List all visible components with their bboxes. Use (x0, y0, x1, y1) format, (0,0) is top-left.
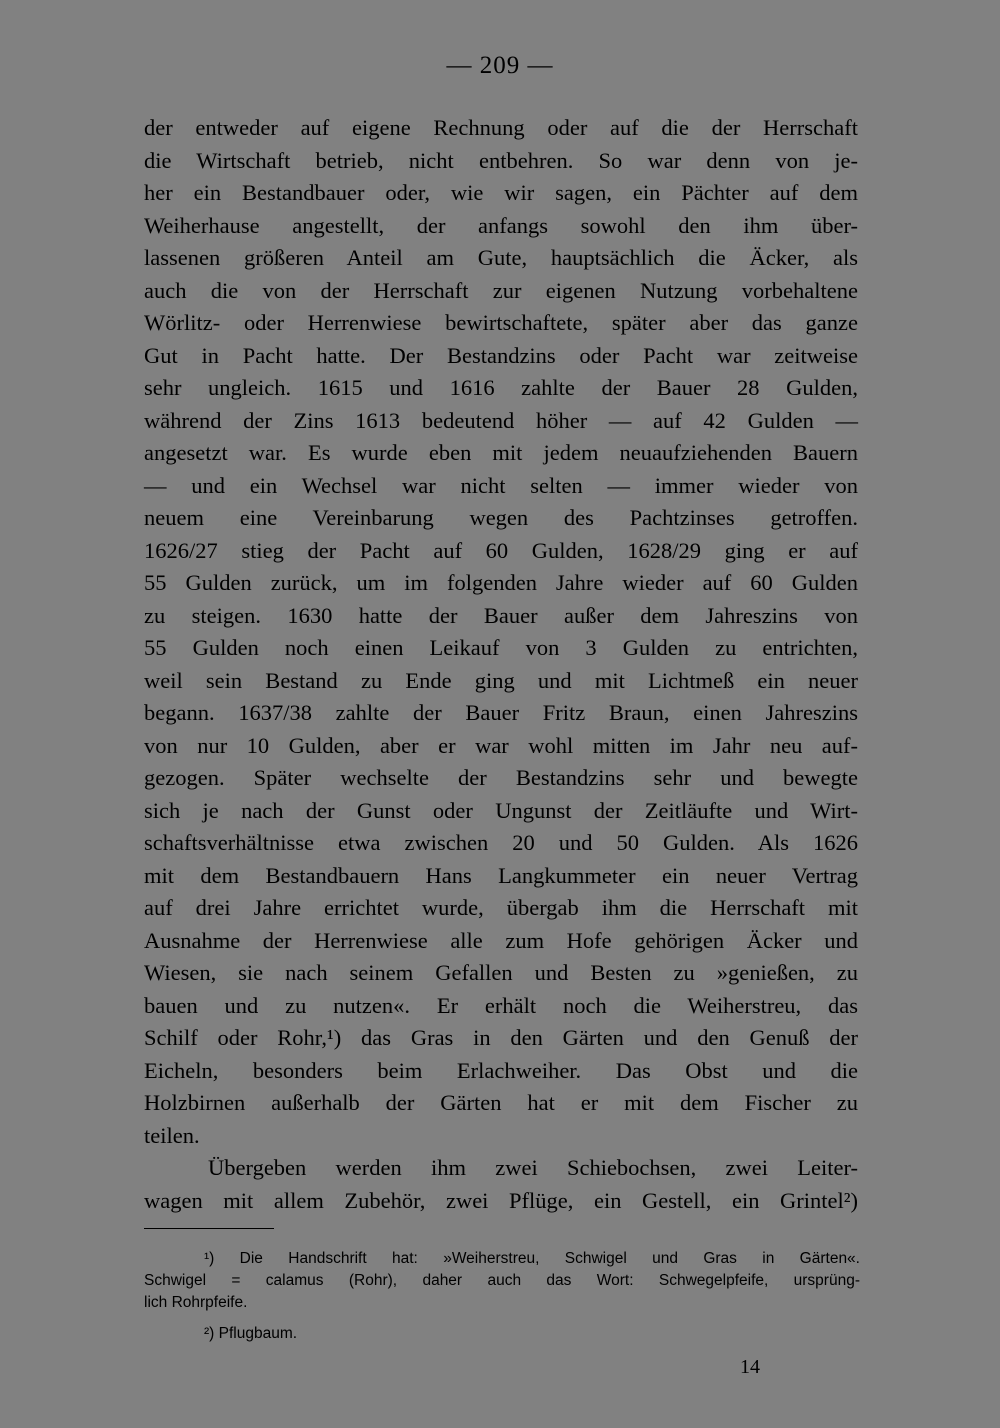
text-line: lassenen größeren Anteil am Gute, hauptsächlich die Äcker, als (144, 245, 858, 270)
text-line: zu steigen. 1630 hatte der Bauer außer dem Jahreszins von (144, 602, 858, 628)
footnote-divider (144, 1228, 274, 1229)
text-line: sich je nach der Gunst oder Ungunst der Zeitläufte und Wirt- (144, 797, 858, 823)
text-line: auch die von der Herrschaft zur eigenen Nutzung vorbehaltene (144, 277, 858, 303)
text-line: begann. 1637/38 zahlte der Bauer Fritz Braun, einen Jahreszins (144, 700, 858, 725)
body-text (144, 112, 858, 1217)
text-line: während der Zins 1613 bedeutend höher — auf 42 Gulden — (144, 407, 858, 433)
text-line: 1626/27 stieg der Pacht auf 60 Gulden, 1628/29 ging er auf (144, 537, 858, 563)
text-line: her ein Bestandbauer oder, wie wir sagen, ein Pächter auf dem (144, 180, 858, 205)
footnote-line: Schwigel = calamus (Rohr), daher auch das Wort: Schwegelpfeife, ursprüng- (144, 1272, 860, 1289)
footnotes (144, 1248, 860, 1345)
text-line: gezogen. Später wechselte der Bestandzins sehr und bewegte (144, 765, 858, 790)
text-line: 55 Gulden noch einen Leikauf von 3 Gulden zu entrichten, (144, 635, 858, 660)
text-line: — und ein Wechsel war nicht selten — immer wieder von (144, 472, 858, 498)
page-number: — 209 — (446, 52, 554, 79)
footnote-line: ²) Pflugbaum. (204, 1325, 298, 1342)
text-line: Eicheln, besonders beim Erlachweiher. Das Obst und die (144, 1057, 858, 1083)
text-line: Weiherhause angestellt, der anfangs sowohl den ihm über- (144, 212, 858, 238)
text-line: die Wirtschaft betrieb, nicht entbehren. So war denn von je- (144, 147, 858, 173)
text-line: Wiesen, sie nach seinem Gefallen und Besten zu »genießen, zu (144, 960, 858, 985)
text-line: 55 Gulden zurück, um im folgenden Jahre wieder auf 60 Gulden (144, 570, 858, 595)
text-line: bauen und zu nutzen«. Er erhält noch die Weiherstreu, das (144, 992, 858, 1018)
text-line: schaftsverhältnisse etwa zwischen 20 und 50 Gulden. Als 1626 (144, 830, 858, 855)
text-line: teilen. (144, 1122, 200, 1148)
text-line: Ausnahme der Herrenwiese alle zum Hofe gehörigen Äcker und (144, 927, 858, 953)
text-line: angesetzt war. Es wurde eben mit jedem neuaufziehenden Bauern (144, 440, 858, 465)
footnote-line: ¹) Die Handschrift hat: »Weiherstreu, Schwigel und Gras in Gärten«. (204, 1250, 860, 1267)
text-line: sehr ungleich. 1615 und 1616 zahlte der Bauer 28 Gulden, (144, 375, 858, 400)
text-line: der entweder auf eigene Rechnung oder auf die der Herrschaft (144, 115, 858, 140)
text-line: wagen mit allem Zubehör, zwei Pflüge, ein Gestell, ein Grintel²) (144, 1187, 858, 1213)
text-line: Schilf oder Rohr,¹) das Gras in den Gärten und den Genuß der (144, 1025, 858, 1050)
text-line: Wörlitz- oder Herrenwiese bewirtschaftete, später aber das ganze (144, 310, 858, 335)
signature-mark: 14 (740, 1356, 760, 1378)
text-line: von nur 10 Gulden, aber er war wohl mitten im Jahr neu auf- (144, 732, 858, 758)
text-line: Gut in Pacht hatte. Der Bestandzins oder Pacht war zeitweise (144, 342, 858, 368)
text-line: neuem eine Vereinbarung wegen des Pachtzinses getroffen. (144, 505, 858, 530)
footnote-line: lich Rohrpfeife. (144, 1294, 248, 1311)
text-line: auf drei Jahre errichtet wurde, übergab ihm die Herrschaft mit (144, 895, 858, 920)
text-line: weil sein Bestand zu Ende ging und mit Lichtmeß ein neuer (144, 667, 858, 693)
text-line: Übergeben werden ihm zwei Schiebochsen, zwei Leiter- (208, 1155, 858, 1180)
text-line: Holzbirnen außerhalb der Gärten hat er mit dem Fischer zu (144, 1090, 858, 1115)
text-line: mit dem Bestandbauern Hans Langkummeter ein neuer Vertrag (144, 862, 858, 888)
